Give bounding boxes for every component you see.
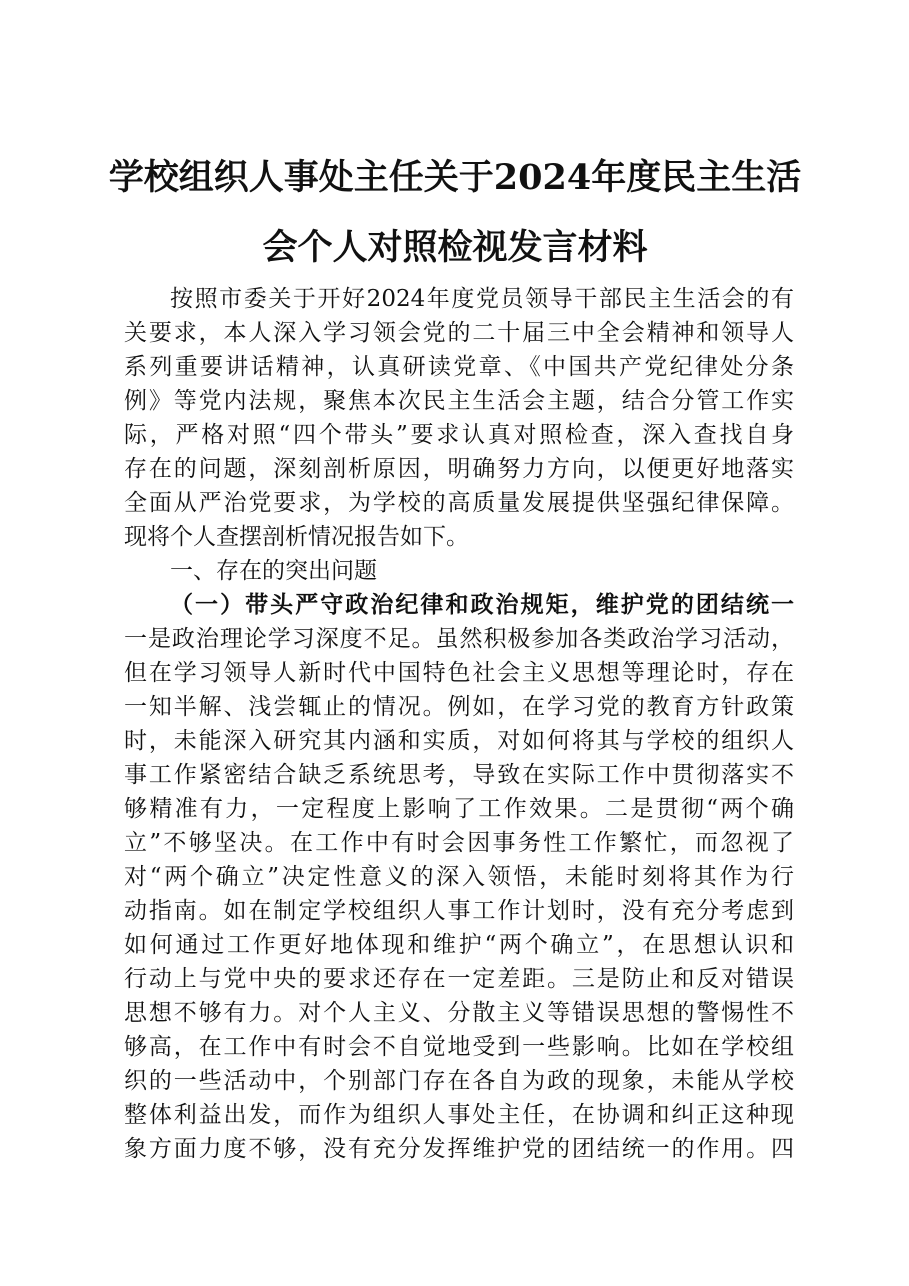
section-heading: 一、存在的突出问题 xyxy=(170,558,377,584)
intro-paragraph-line: 关要求，本人深入学习领会党的二十届三中全会精神和领导人 xyxy=(124,320,794,346)
document-title xyxy=(60,158,850,268)
intro-paragraph-line: 现将个人查摆剖析情况报告如下。 xyxy=(124,524,469,550)
subsection-heading: （一）带头严守政治纪律和政治规矩，维护党的团结统一 xyxy=(170,591,794,618)
subsection-paragraph-line: 够精准有力，一定程度上影响了工作效果。二是贯彻“两个确 xyxy=(124,796,794,822)
subsection-paragraph-line: 织的一些活动中，个别部门存在各自为政的现象，未能从学校 xyxy=(124,1068,794,1094)
subsection-paragraph-line: 动指南。如在制定学校组织人事工作计划时，没有充分考虑到 xyxy=(124,898,794,924)
subsection-paragraph-line: 对“两个确立”决定性意义的深入领悟，未能时刻将其作为行 xyxy=(124,864,794,890)
intro-paragraph-line: 系列重要讲话精神，认真研读党章、《中国共产党纪律处分条 xyxy=(124,354,794,380)
subsection-paragraph-line: 事工作紧密结合缺乏系统思考，导致在实际工作中贯彻落实不 xyxy=(124,762,794,788)
intro-paragraph-line: 全面从严治党要求，为学校的高质量发展提供坚强纪律保障。 xyxy=(124,490,794,516)
subsection-paragraph-line: 整体利益出发，而作为组织人事处主任，在协调和纠正这种现 xyxy=(124,1102,794,1128)
intro-paragraph-line: 按照市委关于开好2024年度党员领导干部民主生活会的有 xyxy=(170,286,794,312)
subsection-paragraph-line: 一知半解、浅尝辄止的情况。例如，在学习党的教育方针政策 xyxy=(124,694,794,720)
intro-paragraph-line: 存在的问题，深刻剖析原因，明确努力方向，以便更好地落实 xyxy=(124,456,794,482)
subsection-paragraph-line: 思想不够有力。对个人主义、分散主义等错误思想的警惕性不 xyxy=(124,1000,794,1026)
subsection-paragraph-line: 但在学习领导人新时代中国特色社会主义思想等理论时，存在 xyxy=(124,660,794,686)
intro-paragraph-line: 例》等党内法规，聚焦本次民主生活会主题，结合分管工作实 xyxy=(124,388,794,414)
subsection-paragraph-line: 象方面力度不够，没有充分发挥维护党的团结统一的作用。四 xyxy=(124,1136,794,1162)
subsection-paragraph-line: 时，未能深入研究其内涵和实质，对如何将其与学校的组织人 xyxy=(124,728,794,754)
subsection-paragraph-line: 一是政治理论学习深度不足。虽然积极参加各类政治学习活动， xyxy=(124,626,794,652)
document-body xyxy=(124,282,794,1166)
title-line-2: 会个人对照检视发言材料 xyxy=(262,227,648,268)
subsection-paragraph-line: 立”不够坚决。在工作中有时会因事务性工作繁忙，而忽视了 xyxy=(124,830,794,856)
subsection-paragraph-line: 行动上与党中央的要求还存在一定差距。三是防止和反对错误 xyxy=(124,966,794,992)
title-line-1: 学校组织人事处主任关于2024年度民主生活 xyxy=(108,157,802,198)
intro-paragraph-line: 际，严格对照“四个带头”要求认真对照检查，深入查找自身 xyxy=(124,422,794,448)
subsection-paragraph-line: 够高，在工作中有时会不自觉地受到一些影响。比如在学校组 xyxy=(124,1034,794,1060)
subsection-paragraph-line: 如何通过工作更好地体现和维护“两个确立”，在思想认识和 xyxy=(124,932,794,958)
